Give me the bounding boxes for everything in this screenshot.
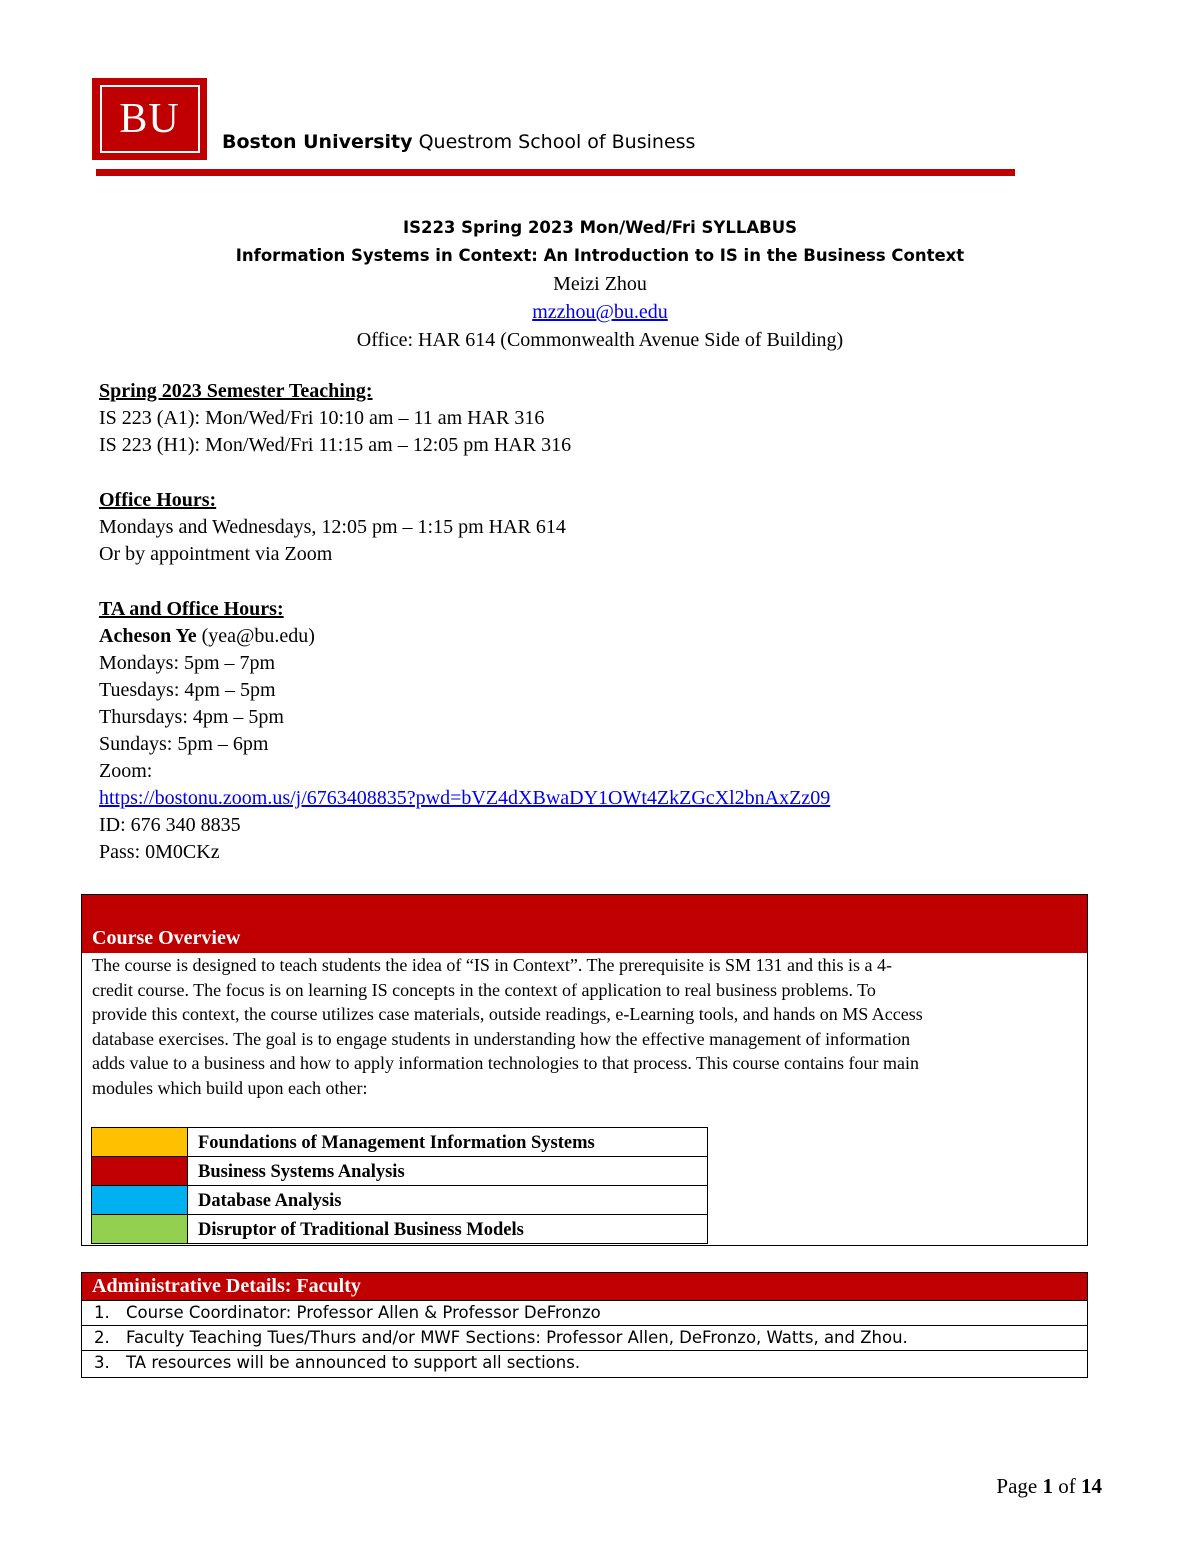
overview-line: The course is designed to teach students the idea of “IS in Context”. The prerequisite is SM 131 and this is a 4- bbox=[92, 955, 892, 975]
admin-item-text: Faculty Teaching Tues/Thurs and/or MWF Sections: Professor Allen, DeFronzo, Watts, and Zhou. bbox=[126, 1328, 908, 1347]
office-hours-line: Mondays and Wednesdays, 12:05 pm – 1:15 pm HAR 614 bbox=[99, 516, 566, 538]
overview-line: database exercises. The goal is to engage students in understanding how the effective management of information bbox=[92, 1028, 911, 1049]
admin-item bbox=[82, 1300, 1087, 1325]
ta-zoom-label: Zoom: bbox=[99, 760, 153, 782]
office-hours-section bbox=[99, 487, 566, 568]
bu-logo-text: BU bbox=[100, 85, 200, 153]
ta-email: (yea@bu.edu) bbox=[196, 625, 315, 647]
ta-zoom-id: ID: 676 340 8835 bbox=[99, 814, 241, 836]
instructor-name: Meizi Zhou bbox=[553, 273, 647, 295]
school-name-bold: Boston University bbox=[222, 131, 413, 153]
teaching-section bbox=[99, 378, 571, 459]
overview-line: adds value to a business and how to apply information technologies to that process. This course contains four main bbox=[92, 1053, 919, 1074]
overview-line: modules which build upon each other: bbox=[92, 1077, 368, 1098]
admin-item-text: TA resources will be announced to support all sections. bbox=[126, 1353, 581, 1372]
instructor-email-link[interactable]: mzzhou@bu.edu bbox=[532, 301, 668, 323]
course-overview-heading: Course Overview bbox=[82, 895, 1087, 953]
modules-table bbox=[91, 1127, 708, 1244]
school-name bbox=[222, 131, 695, 153]
admin-item bbox=[82, 1325, 1087, 1350]
ta-hours-line: Sundays: 5pm – 6pm bbox=[99, 733, 269, 755]
ta-zoom-pass: Pass: 0M0CKz bbox=[99, 841, 220, 863]
admin-item bbox=[82, 1350, 1087, 1375]
course-title: IS223 Spring 2023 Mon/Wed/Fri SYLLABUS bbox=[402, 218, 798, 237]
ta-section bbox=[99, 596, 830, 866]
course-subtitle: Information Systems in Context: An Introduction to IS in the Business Context bbox=[235, 246, 965, 265]
page-of: of bbox=[1053, 1474, 1081, 1498]
page-prefix: Page bbox=[996, 1474, 1043, 1498]
teaching-heading: Spring 2023 Semester Teaching: bbox=[99, 380, 373, 402]
ta-hours-line: Mondays: 5pm – 7pm bbox=[99, 652, 276, 674]
office-hours-heading: Office Hours: bbox=[99, 489, 217, 511]
module-label: Foundations of Management Information Systems bbox=[188, 1128, 708, 1157]
ta-heading: TA and Office Hours: bbox=[99, 598, 284, 620]
page-total: 14 bbox=[1081, 1474, 1102, 1498]
module-row bbox=[92, 1128, 708, 1157]
module-color-swatch bbox=[92, 1128, 188, 1157]
page-current: 1 bbox=[1042, 1474, 1053, 1498]
module-color-swatch bbox=[92, 1186, 188, 1215]
teaching-line: IS 223 (A1): Mon/Wed/Fri 10:10 am – 11 am HAR 316 bbox=[99, 407, 545, 429]
header-rule bbox=[96, 169, 1015, 176]
admin-item-number: 1. bbox=[94, 1303, 110, 1322]
admin-details-heading: Administrative Details: Faculty bbox=[82, 1273, 1087, 1300]
module-row bbox=[92, 1186, 708, 1215]
module-row bbox=[92, 1215, 708, 1244]
module-label: Business Systems Analysis bbox=[188, 1157, 708, 1186]
admin-item-text: Course Coordinator: Professor Allen & Professor DeFronzo bbox=[126, 1303, 601, 1322]
instructor-office: Office: HAR 614 (Commonwealth Avenue Side of Building) bbox=[356, 329, 844, 351]
ta-hours-line: Tuesdays: 4pm – 5pm bbox=[99, 679, 276, 701]
page-number bbox=[996, 1474, 1102, 1499]
ta-name: Acheson Ye bbox=[99, 625, 197, 647]
teaching-line: IS 223 (H1): Mon/Wed/Fri 11:15 am – 12:05 pm HAR 316 bbox=[99, 434, 572, 456]
admin-item-number: 2. bbox=[94, 1328, 110, 1347]
module-color-swatch bbox=[92, 1215, 188, 1244]
module-label: Database Analysis bbox=[188, 1186, 708, 1215]
school-name-rest: Questrom School of Business bbox=[412, 131, 696, 153]
course-overview-body bbox=[82, 953, 1087, 1101]
ta-name-line bbox=[99, 623, 830, 650]
admin-details-box bbox=[81, 1272, 1088, 1378]
title-block bbox=[0, 214, 1200, 354]
admin-item-number: 3. bbox=[94, 1353, 110, 1372]
ta-zoom-link[interactable]: https://bostonu.zoom.us/j/6763408835?pwd=bVZ4dXBwaDY1OWt4ZkZGcXl2bnAxZz09 bbox=[99, 787, 831, 809]
office-hours-line: Or by appointment via Zoom bbox=[99, 543, 333, 565]
overview-line: credit course. The focus is on learning IS concepts in the context of application to real business problems. To bbox=[92, 979, 876, 1000]
module-label: Disruptor of Traditional Business Models bbox=[188, 1215, 708, 1244]
bu-logo bbox=[92, 78, 207, 160]
overview-line: provide this context, the course utilizes case materials, outside readings, e-Learning tools, and hands on MS Access bbox=[92, 1004, 923, 1025]
module-row bbox=[92, 1157, 708, 1186]
ta-hours-line: Thursdays: 4pm – 5pm bbox=[99, 706, 284, 728]
module-color-swatch bbox=[92, 1157, 188, 1186]
